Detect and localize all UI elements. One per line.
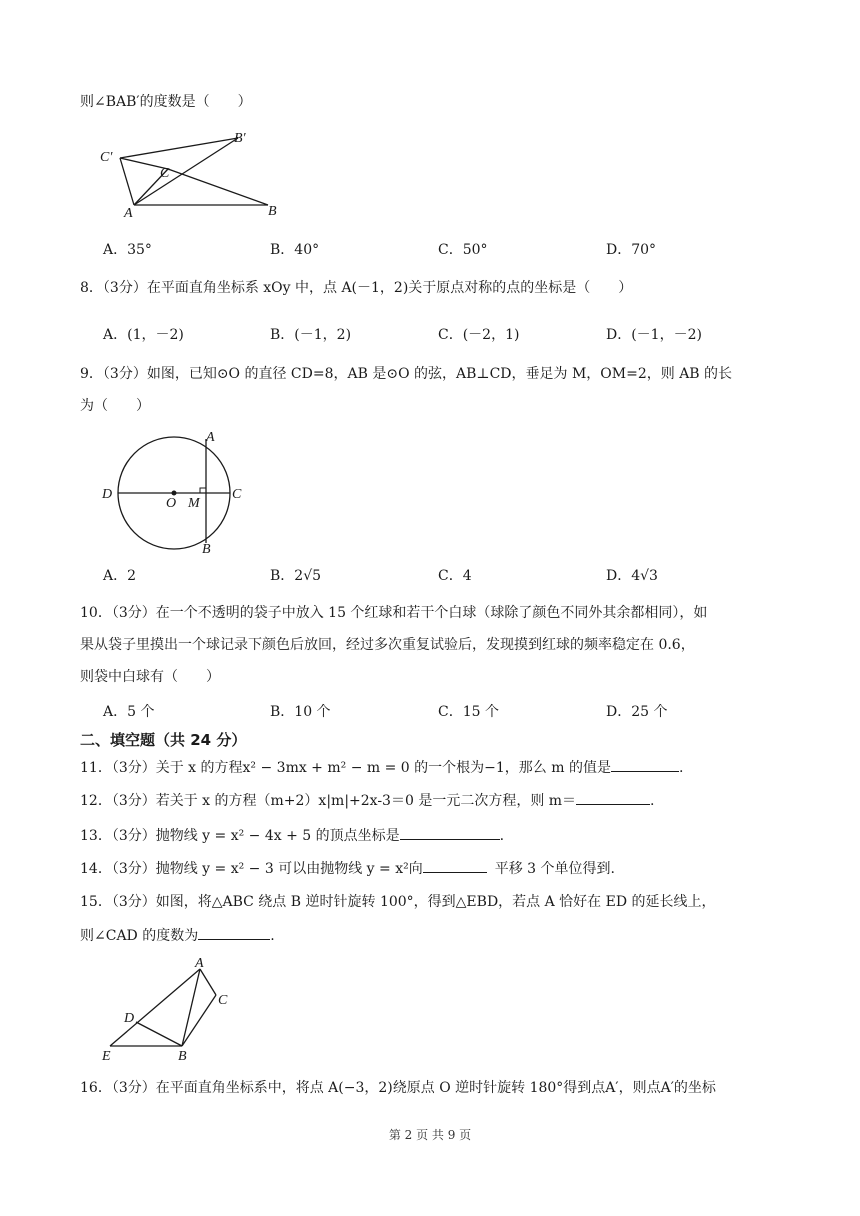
q15-label-c: C	[218, 993, 228, 1008]
q7-label-a: A	[124, 206, 133, 220]
q7-stem: 则∠BAB′的度数是（ ）	[80, 94, 252, 110]
q15-line2	[80, 925, 275, 946]
q11-answer-blank[interactable]	[611, 757, 679, 772]
q14-text: 14．（3分）抛物线 y = x² − 3 可以由抛物线 y = x²向	[80, 861, 423, 877]
q12-answer-blank[interactable]	[576, 790, 650, 805]
q9-label-m: M	[188, 496, 200, 511]
q7-option-c: C．50°	[438, 242, 488, 258]
q15-end: .	[270, 928, 275, 944]
q10-stem-line1: 10．（3分）在一个不透明的袋子中放入 15 个红球和若干个白球（球除了颜色不同外其余都相同），如	[80, 605, 708, 621]
q13-end: .	[499, 828, 505, 844]
q9-label-o: O	[166, 496, 177, 511]
q10-stem-line3: 则袋中白球有（ ）	[80, 669, 220, 685]
q11-text: 11．（3分）关于 x 的方程x² − 3mx + m² − m = 0 的一个根为−1，那么 m 的值是	[80, 760, 611, 776]
q11-line	[80, 757, 683, 778]
q15-stem-line2: 则∠CAD 的度数为	[80, 928, 199, 944]
q7-label-b-prime: B′	[234, 131, 246, 146]
q15-figure	[96, 952, 246, 1064]
q15-label-e: E	[102, 1049, 111, 1064]
q8-option-b: B．(－1，2)	[270, 327, 352, 343]
q15-label-d: D	[124, 1011, 135, 1026]
q7-label-b: B	[268, 204, 277, 219]
q9-label-b: B	[202, 542, 211, 557]
q12-text: 12．（3分）若关于 x 的方程（m+2）x|m|+2x-3＝0 是一元二次方程，则 m＝	[80, 793, 577, 809]
q9-option-b: B．2√5	[270, 568, 322, 584]
q14-answer-blank[interactable]	[423, 858, 487, 873]
q10-option-d: D．25 个	[606, 704, 668, 720]
q8-option-d: D．(－1，－2)	[606, 327, 702, 343]
q7-option-d: D．70°	[606, 242, 657, 258]
q10-option-a: A．5 个	[103, 704, 155, 720]
q9-option-d: D．4√3	[606, 568, 658, 584]
q10-stem-line2: 果从袋子里摸出一个球记录下颜色后放回，经过多次重复试验后，发现摸到红球的频率稳定在 0.6，	[80, 637, 695, 653]
q14-line	[80, 858, 615, 879]
q7-option-b: B．40°	[270, 242, 320, 258]
q9-label-d: D	[102, 487, 113, 502]
q12-line	[80, 790, 655, 811]
q14-end: 平移 3 个单位得到.	[494, 861, 615, 877]
q10-option-b: B．10 个	[270, 704, 331, 720]
q13-text: 13．（3分）抛物线 y = x² − 4x + 5 的顶点坐标是	[80, 828, 400, 844]
q15-answer-blank[interactable]	[198, 925, 270, 940]
q8-stem: 8．（3分）在平面直角坐标系 xOy 中，点 A(－1，2)关于原点对称的点的坐标是（ ）	[80, 280, 633, 296]
q13-answer-blank[interactable]	[400, 825, 500, 840]
page-footer: 第 2 页 共 9 页	[388, 1128, 472, 1142]
q9-option-c: C．4	[438, 568, 472, 584]
q8-option-c: C．(－2，1)	[438, 327, 520, 343]
q12-end: .	[650, 793, 655, 809]
q9-stem-line1: 9．（3分）如图，已知⊙O 的直径 CD=8，AB 是⊙O 的弦，AB⊥CD，垂足为 M，OM=2，则 AB 的长	[80, 366, 733, 382]
q15-label-a: A	[195, 956, 204, 971]
q11-end: .	[678, 760, 684, 776]
q7-option-a: A．35°	[103, 242, 152, 258]
q10-option-c: C．15 个	[438, 704, 499, 720]
q9-label-a: A	[206, 430, 215, 445]
q7-label-c: C	[160, 166, 170, 181]
q8-option-a: A．(1，－2)	[103, 327, 184, 343]
q9-option-a: A．2	[103, 568, 137, 584]
q7-label-c-prime: C′	[100, 150, 113, 165]
q16-stem: 16．（3分）在平面直角坐标系中，将点 A(−3，2)绕原点 O 逆时针旋转 180°得到点A′，则点A′的坐标	[80, 1080, 716, 1096]
q15-label-b: B	[178, 1049, 187, 1064]
q9-label-c: C	[232, 487, 242, 502]
q13-line	[80, 825, 504, 846]
q9-figure	[98, 425, 258, 557]
section-heading: 二、填空题（共 24 分）	[80, 731, 247, 749]
q7-figure	[96, 125, 296, 220]
q15-stem-line1: 15．（3分）如图，将△ABC 绕点 B 逆时针旋转 100°，得到△EBD，若点 A 恰好在 ED 的延长线上，	[80, 894, 716, 910]
q9-stem-line2: 为（ ）	[80, 398, 150, 414]
